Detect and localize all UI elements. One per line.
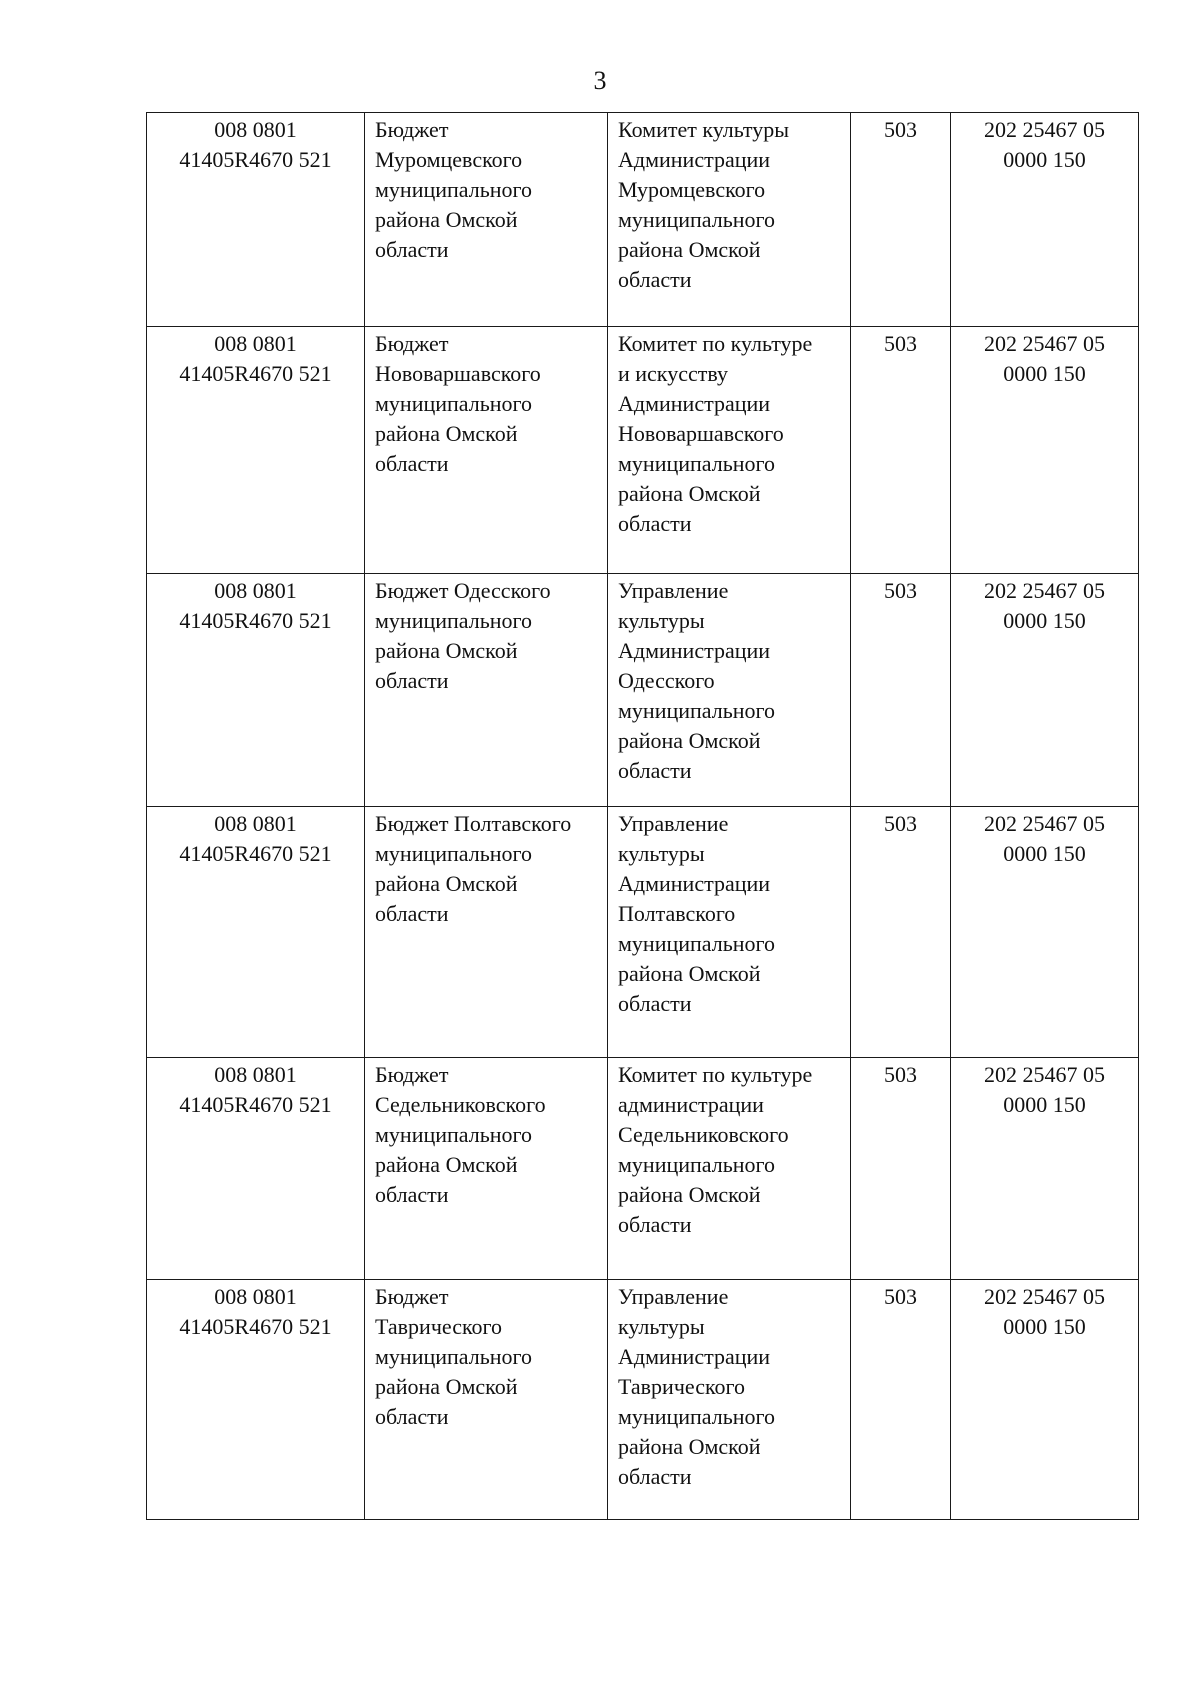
administrator-code-cell: 503 <box>851 807 951 1058</box>
budget-code-cell: 008 0801 41405R4670 521 <box>147 807 365 1058</box>
table-row <box>147 574 1139 807</box>
budget-name-cell: Бюджет Полтавского муниципального района Омской области <box>365 807 608 1058</box>
administrator-code-cell: 503 <box>851 1058 951 1280</box>
budget-code-cell: 008 0801 41405R4670 521 <box>147 327 365 574</box>
administrator-cell: Управление культуры Администрации Полтавского муниципального района Омской области <box>608 807 851 1058</box>
budget-code-cell: 008 0801 41405R4670 521 <box>147 113 365 327</box>
administrator-cell: Комитет по культуре и искусству Администрации Нововаршавского муниципального района Омской области <box>608 327 851 574</box>
budget-name-cell: Бюджет Нововаршавского муниципального района Омской области <box>365 327 608 574</box>
revenue-code-cell: 202 25467 05 0000 150 <box>951 327 1139 574</box>
administrator-code-cell: 503 <box>851 574 951 807</box>
administrator-cell: Комитет по культуре администрации Седельниковского муниципального района Омской области <box>608 1058 851 1280</box>
budget-name-cell: Бюджет Таврического муниципального района Омской области <box>365 1280 608 1520</box>
revenue-code-cell: 202 25467 05 0000 150 <box>951 1058 1139 1280</box>
budget-code-cell: 008 0801 41405R4670 521 <box>147 1058 365 1280</box>
administrator-code-cell: 503 <box>851 327 951 574</box>
budget-name-cell: Бюджет Муромцевского муниципального района Омской области <box>365 113 608 327</box>
revenue-code-cell: 202 25467 05 0000 150 <box>951 574 1139 807</box>
administrator-cell: Комитет культуры Администрации Муромцевского муниципального района Омской области <box>608 113 851 327</box>
table-row <box>147 113 1139 327</box>
budget-transfers-table <box>146 112 1139 1520</box>
administrator-cell: Управление культуры Администрации Таврического муниципального района Омской области <box>608 1280 851 1520</box>
revenue-code-cell: 202 25467 05 0000 150 <box>951 807 1139 1058</box>
administrator-code-cell: 503 <box>851 1280 951 1520</box>
page-number: 3 <box>593 66 607 95</box>
administrator-cell: Управление культуры Администрации Одесского муниципального района Омской области <box>608 574 851 807</box>
budget-name-cell: Бюджет Одесского муниципального района Омской области <box>365 574 608 807</box>
budget-name-cell: Бюджет Седельниковского муниципального района Омской области <box>365 1058 608 1280</box>
budget-code-cell: 008 0801 41405R4670 521 <box>147 574 365 807</box>
table-row <box>147 807 1139 1058</box>
revenue-code-cell: 202 25467 05 0000 150 <box>951 113 1139 327</box>
table-row <box>147 1058 1139 1280</box>
table-row <box>147 327 1139 574</box>
budget-code-cell: 008 0801 41405R4670 521 <box>147 1280 365 1520</box>
table-row <box>147 1280 1139 1520</box>
revenue-code-cell: 202 25467 05 0000 150 <box>951 1280 1139 1520</box>
administrator-code-cell: 503 <box>851 113 951 327</box>
